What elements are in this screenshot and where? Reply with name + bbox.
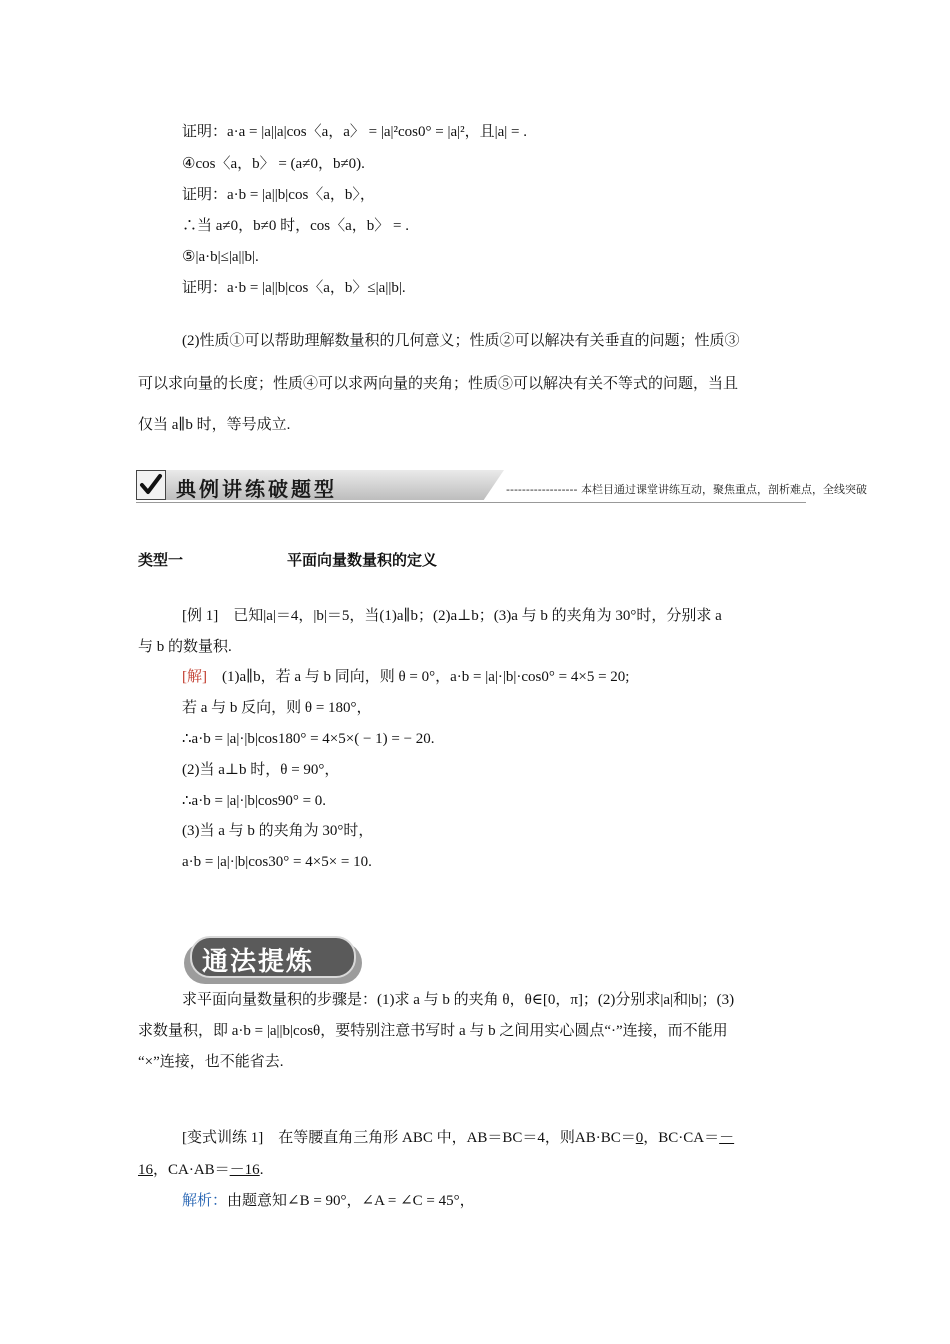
method-badge <box>184 936 362 984</box>
method-badge-label: 通法提炼 <box>202 947 315 977</box>
note-line-2: 可以求向量的长度；性质④可以求两向量的夹角；性质⑤可以解决有关不等式的问题，当且 <box>138 376 739 392</box>
proof-line-2: ④cos〈a，b〉 = (a≠0，b≠0). <box>182 156 365 172</box>
answer-2-part2: 16 <box>138 1162 153 1178</box>
method-line-3: “×”连接，也不能省去. <box>138 1054 284 1070</box>
analysis-label: 解析： <box>182 1193 228 1209</box>
banner-rule <box>136 502 806 503</box>
proof-line-3: 证明：a·b = |a||b|cos〈a，b〉， <box>182 187 375 203</box>
exercise-line-1: [变式训练 1] 在等腰直角三角形 ABC 中，AB＝BC＝4，则AB·BC＝0，BC·CA＝－ <box>182 1130 735 1146</box>
type-title: 平面向量数量积的定义 <box>287 552 438 569</box>
exercise-line-2: 16，CA·AB＝－16. <box>138 1162 264 1178</box>
answer-2-part1: － <box>719 1130 735 1146</box>
note-line-3: 仅当 a∥b 时，等号成立. <box>138 417 291 433</box>
answer-3: －16 <box>229 1162 260 1178</box>
solution-line-1 <box>182 667 629 687</box>
banner-title: 典例讲练破题型 <box>176 477 337 501</box>
solution-tag: [解] <box>182 669 207 685</box>
method-line-1: 求平面向量数量积的步骤是：(1)求 a 与 b 的夹角 θ，θ∈[0，π]；(2)分别求|a|和|b|；(3) <box>182 992 735 1008</box>
proof-line-6: 证明：a·b = |a||b|cos〈a，b〉≤|a||b|. <box>182 280 406 296</box>
solution-line-2: 若 a 与 b 反向，则 θ = 180°， <box>182 700 372 716</box>
solution-line-3: ∴a·b = |a|·|b|cos180° = 4×5×( − 1) = − 20. <box>182 731 435 747</box>
note-line-1: (2)性质①可以帮助理解数量积的几何意义；性质②可以解决有关垂直的问题；性质③ <box>182 333 740 349</box>
solution-first: (1)a∥b，若 a 与 b 同向，则 θ = 0°，a·b = |a|·|b|·cos0° = 4×5 = 20; <box>207 669 630 685</box>
solution-line-7: a·b = |a|·|b|cos30° = 4×5× = 10. <box>182 854 372 870</box>
example-line-2: 与 b 的数量积. <box>138 639 232 655</box>
method-line-2: 求数量积，即 a·b = |a||b|cosθ，要特别注意书写时 a 与 b 之间用实心圆点“·”连接，而不能用 <box>138 1023 728 1039</box>
analysis-line <box>182 1191 475 1211</box>
proof-line-1: 证明：a·a = |a||a|cos〈a，a〉 = |a|²cos0° = |a|²，且|a| = . <box>182 124 528 140</box>
checkmark-icon <box>136 470 166 500</box>
banner-subtitle: ------------------ 本栏目通过课堂讲练互动，聚焦重点，剖析难点，全线突破 <box>506 483 867 496</box>
proof-line-5: ⑤|a·b|≤|a||b|. <box>182 249 259 265</box>
solution-line-5: ∴a·b = |a|·|b|cos90° = 0. <box>182 793 327 809</box>
section-banner <box>136 468 867 504</box>
answer-1: 0 <box>635 1130 644 1146</box>
solution-line-6: (3)当 a 与 b 的夹角为 30°时， <box>182 823 374 839</box>
proof-line-4: ∴当 a≠0，b≠0 时，cos〈a，b〉 = . <box>182 218 409 234</box>
type-label: 类型一 <box>138 552 184 569</box>
analysis-text: 由题意知∠B = 90°，∠A = ∠C = 45°， <box>227 1193 475 1209</box>
solution-line-4: (2)当 a⊥b 时，θ = 90°， <box>182 762 340 778</box>
example-line-1: [例 1] 已知|a|＝4，|b|＝5，当(1)a∥b；(2)a⊥b；(3)a 与 b 的夹角为 30°时，分别求 a <box>182 608 722 624</box>
